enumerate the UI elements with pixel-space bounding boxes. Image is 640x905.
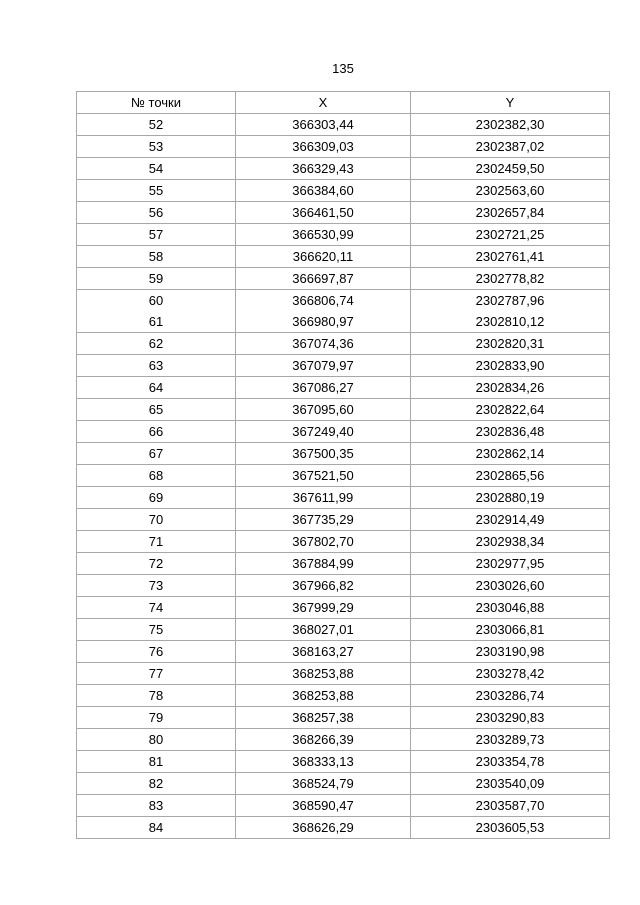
cell-x: 368524,79	[236, 773, 411, 795]
cell-x: 366309,03	[236, 136, 411, 158]
cell-x: 367500,35	[236, 443, 411, 465]
cell-point-number: 80	[77, 729, 236, 751]
cell-point-number: 74	[77, 597, 236, 619]
cell-y: 2302822,64	[411, 399, 610, 421]
cell-x: 367611,99	[236, 487, 411, 509]
table-header-row	[77, 92, 610, 114]
cell-point-number: 79	[77, 707, 236, 729]
cell-x: 367249,40	[236, 421, 411, 443]
cell-point-number: 81	[77, 751, 236, 773]
table-row	[77, 619, 610, 641]
cell-point-number: 61	[77, 311, 236, 333]
table-row	[77, 487, 610, 509]
cell-x: 366620,11	[236, 246, 411, 268]
table-row	[77, 465, 610, 487]
cell-point-number: 57	[77, 224, 236, 246]
cell-point-number: 60	[77, 290, 236, 312]
cell-x: 368626,29	[236, 817, 411, 839]
cell-x: 368266,39	[236, 729, 411, 751]
cell-y: 2302820,31	[411, 333, 610, 355]
table-row	[77, 641, 610, 663]
cell-y: 2303289,73	[411, 729, 610, 751]
cell-y: 2303190,98	[411, 641, 610, 663]
cell-point-number: 75	[77, 619, 236, 641]
page-number: 135	[332, 61, 354, 76]
cell-point-number: 82	[77, 773, 236, 795]
table-row	[77, 553, 610, 575]
table-row	[77, 575, 610, 597]
table-row	[77, 421, 610, 443]
table-row	[77, 531, 610, 553]
cell-x: 366697,87	[236, 268, 411, 290]
cell-y: 2303026,60	[411, 575, 610, 597]
cell-y: 2303540,09	[411, 773, 610, 795]
cell-y: 2302387,02	[411, 136, 610, 158]
cell-x: 367802,70	[236, 531, 411, 553]
table-row	[77, 707, 610, 729]
cell-y: 2302833,90	[411, 355, 610, 377]
cell-point-number: 78	[77, 685, 236, 707]
cell-point-number: 64	[77, 377, 236, 399]
table-row	[77, 685, 610, 707]
cell-y: 2302563,60	[411, 180, 610, 202]
cell-y: 2302865,56	[411, 465, 610, 487]
column-header-y: Y	[411, 92, 610, 114]
cell-x: 367735,29	[236, 509, 411, 531]
table-row	[77, 399, 610, 421]
cell-point-number: 62	[77, 333, 236, 355]
cell-y: 2302787,96	[411, 290, 610, 312]
cell-y: 2302836,48	[411, 421, 610, 443]
table-row	[77, 377, 610, 399]
cell-x: 366384,60	[236, 180, 411, 202]
table-row	[77, 729, 610, 751]
cell-y: 2302459,50	[411, 158, 610, 180]
cell-y: 2303286,74	[411, 685, 610, 707]
cell-point-number: 68	[77, 465, 236, 487]
cell-y: 2302721,25	[411, 224, 610, 246]
table-row	[77, 509, 610, 531]
cell-x: 367079,97	[236, 355, 411, 377]
cell-point-number: 56	[77, 202, 236, 224]
cell-point-number: 77	[77, 663, 236, 685]
table-row	[77, 355, 610, 377]
cell-y: 2302657,84	[411, 202, 610, 224]
cell-point-number: 54	[77, 158, 236, 180]
coordinates-table	[76, 91, 610, 839]
cell-x: 366530,99	[236, 224, 411, 246]
cell-x: 366806,74	[236, 290, 411, 312]
cell-x: 366303,44	[236, 114, 411, 136]
cell-x: 368590,47	[236, 795, 411, 817]
table-row	[77, 136, 610, 158]
table-header	[77, 92, 610, 114]
cell-x: 367074,36	[236, 333, 411, 355]
table-row	[77, 751, 610, 773]
cell-point-number: 59	[77, 268, 236, 290]
cell-y: 2302914,49	[411, 509, 610, 531]
cell-point-number: 65	[77, 399, 236, 421]
cell-point-number: 73	[77, 575, 236, 597]
table-row	[77, 246, 610, 268]
cell-y: 2302778,82	[411, 268, 610, 290]
cell-x: 366980,97	[236, 311, 411, 333]
table-row	[77, 795, 610, 817]
cell-x: 367095,60	[236, 399, 411, 421]
cell-x: 368253,88	[236, 663, 411, 685]
column-header-point-number: № точки	[77, 92, 236, 114]
cell-y: 2302382,30	[411, 114, 610, 136]
table-row	[77, 663, 610, 685]
cell-point-number: 58	[77, 246, 236, 268]
table-row	[77, 114, 610, 136]
table-body	[77, 114, 610, 839]
cell-point-number: 70	[77, 509, 236, 531]
table-row	[77, 311, 610, 333]
cell-x: 366329,43	[236, 158, 411, 180]
cell-x: 367884,99	[236, 553, 411, 575]
cell-x: 368163,27	[236, 641, 411, 663]
cell-y: 2302761,41	[411, 246, 610, 268]
cell-x: 367999,29	[236, 597, 411, 619]
table-row	[77, 268, 610, 290]
cell-x: 367966,82	[236, 575, 411, 597]
cell-y: 2302834,26	[411, 377, 610, 399]
cell-point-number: 53	[77, 136, 236, 158]
cell-y: 2302938,34	[411, 531, 610, 553]
table-row	[77, 290, 610, 312]
table-row	[77, 180, 610, 202]
cell-point-number: 52	[77, 114, 236, 136]
cell-y: 2302977,95	[411, 553, 610, 575]
cell-y: 2303278,42	[411, 663, 610, 685]
cell-point-number: 84	[77, 817, 236, 839]
cell-point-number: 83	[77, 795, 236, 817]
cell-point-number: 71	[77, 531, 236, 553]
cell-point-number: 66	[77, 421, 236, 443]
cell-point-number: 67	[77, 443, 236, 465]
cell-y: 2303290,83	[411, 707, 610, 729]
cell-y: 2302880,19	[411, 487, 610, 509]
cell-x: 368027,01	[236, 619, 411, 641]
table-row	[77, 333, 610, 355]
column-header-x: X	[236, 92, 411, 114]
cell-y: 2302810,12	[411, 311, 610, 333]
table-row	[77, 224, 610, 246]
cell-x: 368257,38	[236, 707, 411, 729]
cell-x: 368253,88	[236, 685, 411, 707]
cell-point-number: 72	[77, 553, 236, 575]
cell-y: 2303354,78	[411, 751, 610, 773]
cell-x: 368333,13	[236, 751, 411, 773]
cell-x: 367521,50	[236, 465, 411, 487]
table-row	[77, 817, 610, 839]
cell-y: 2302862,14	[411, 443, 610, 465]
cell-x: 366461,50	[236, 202, 411, 224]
table-row	[77, 158, 610, 180]
table-row	[77, 597, 610, 619]
table-row	[77, 443, 610, 465]
cell-x: 367086,27	[236, 377, 411, 399]
table-row	[77, 202, 610, 224]
cell-point-number: 69	[77, 487, 236, 509]
cell-point-number: 55	[77, 180, 236, 202]
cell-y: 2303066,81	[411, 619, 610, 641]
cell-y: 2303605,53	[411, 817, 610, 839]
cell-point-number: 76	[77, 641, 236, 663]
table-row	[77, 773, 610, 795]
cell-y: 2303587,70	[411, 795, 610, 817]
cell-point-number: 63	[77, 355, 236, 377]
cell-y: 2303046,88	[411, 597, 610, 619]
